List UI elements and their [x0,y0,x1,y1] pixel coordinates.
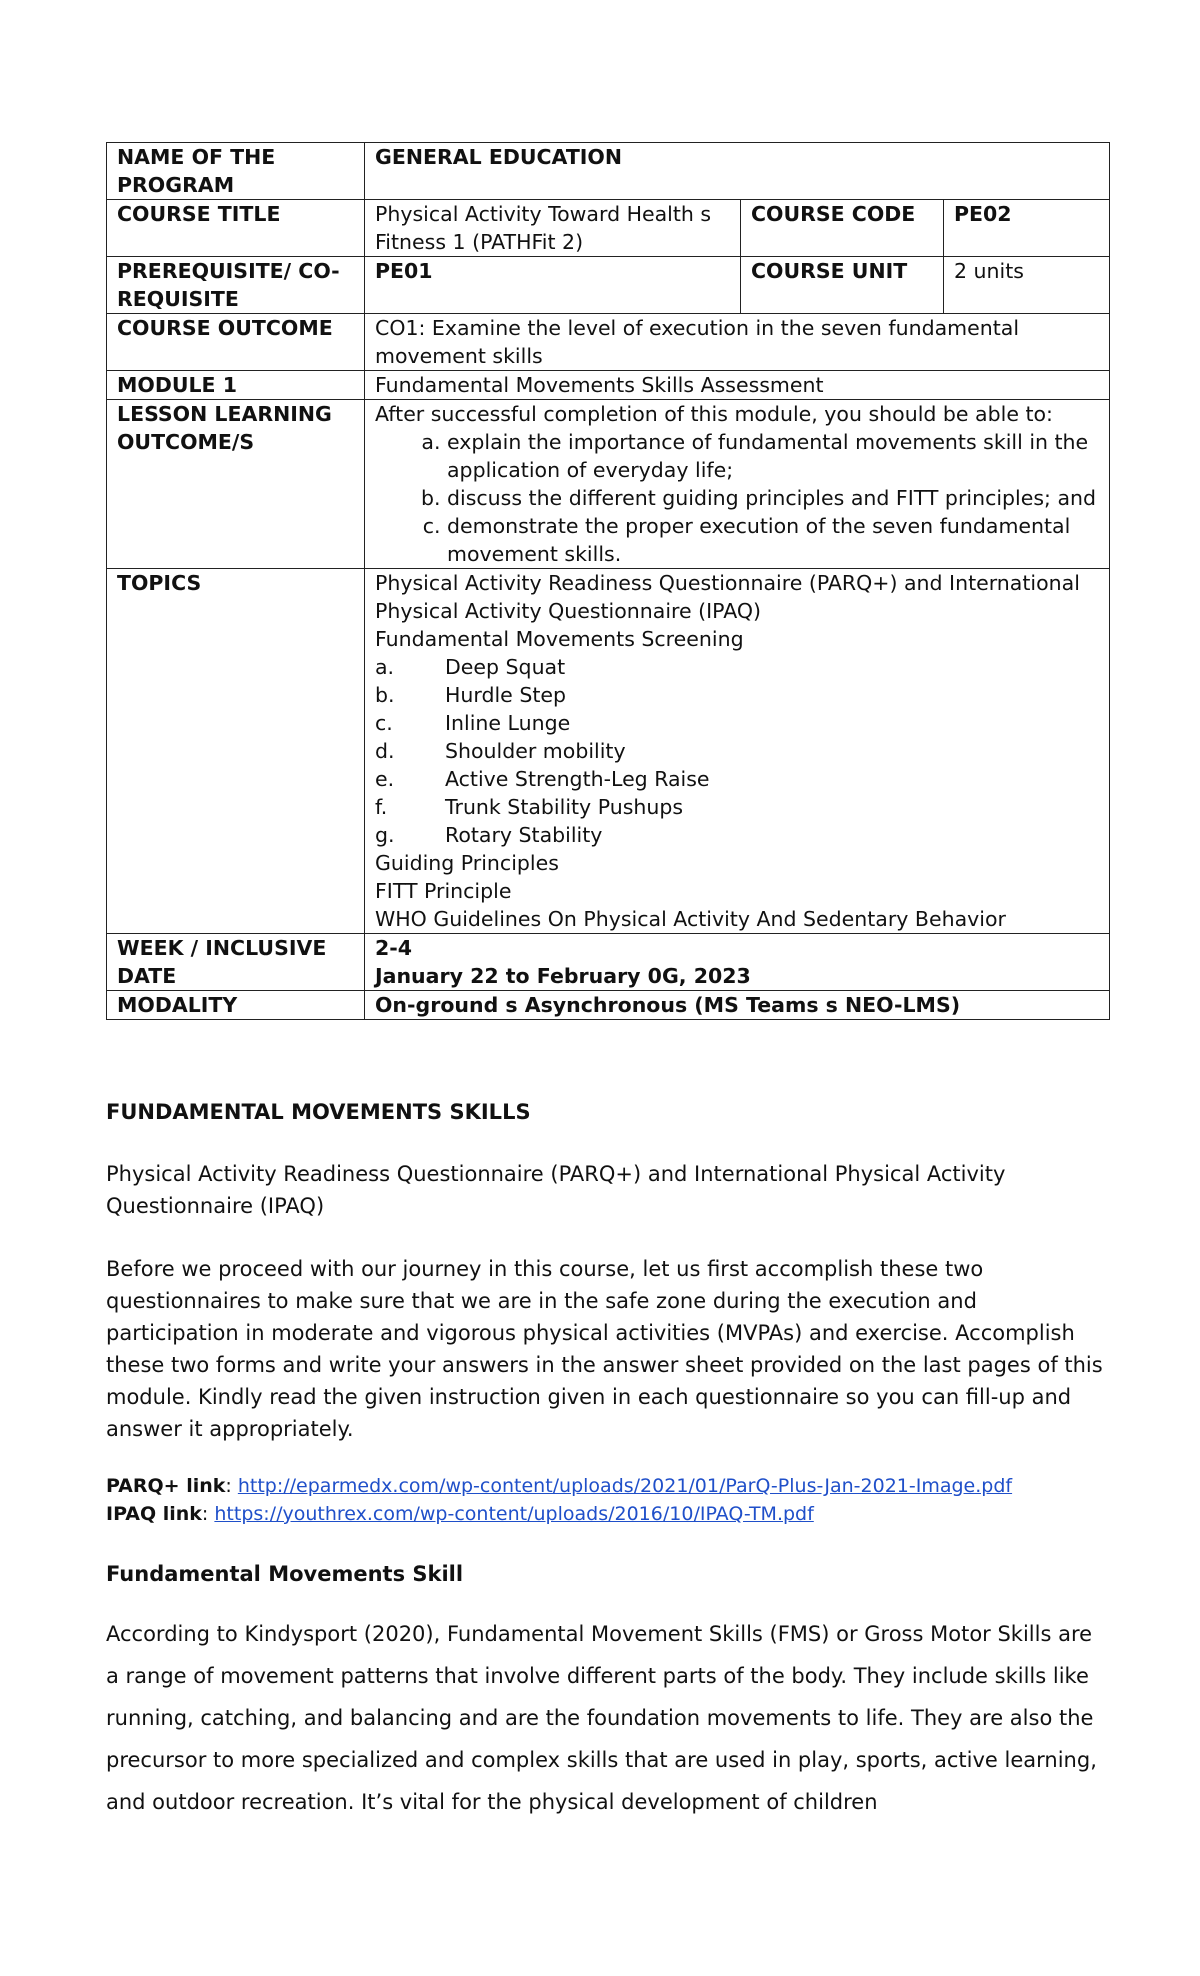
table-row [107,143,1110,200]
module-label: MODULE 1 [107,371,365,400]
ipaq-link-line: IPAQ link: https://youthrex.com/wp-content/uploads/2016/10/IPAQ-TM.pdf [106,1503,814,1525]
list-marker: a. [375,655,395,679]
topics-line: Fundamental Movements Screening [375,627,744,651]
topics-list [375,653,1099,849]
ipaq-link-label: IPAQ link [106,1503,202,1525]
llo-intro: After successful completion of this module, you should be able to: [375,402,1053,426]
table-row [107,934,1110,991]
llo-list [375,428,1099,568]
table-row [107,200,1110,257]
topics-line: WHO Guidelines On Physical Activity And Sedentary Behavior [375,907,1006,931]
parq-link[interactable]: http://eparmedx.com/wp-content/uploads/2021/01/ParQ-Plus-Jan-2021-Image.pdf [237,1475,1013,1497]
course-unit-value: 2 units [944,257,1110,314]
course-info-table [106,142,1110,1020]
section-heading: Fundamental Movements Skill [106,1562,464,1586]
list-marker: f. [375,795,388,819]
course-title-label: COURSE TITLE [107,200,365,257]
list-text: Hurdle Step [445,683,566,707]
list-item: c. demonstrate the proper execution of the seven fundamental movement skills. [447,512,1099,568]
course-code-label: COURSE CODE [741,200,944,257]
topics-line: Physical Activity Readiness Questionnaire (PARQ+) and International Physical Activity Questionnaire (IPAQ) [375,571,1080,623]
table-row [107,400,1110,569]
list-marker: b. [375,683,395,707]
paragraph: According to Kindysport (2020), Fundamental Movement Skills (FMS) or Gross Motor Skills are a range of movement patterns that involve different parts of the body. They include skills like running, catching, and balancing and are the foundation movements to life. They are also the precursor to more specialized and complex skills that are used in play, sports, active learning, and outdoor recreation. It’s vital for the physical development of children [106,1622,1097,1814]
list-text: Active Strength-Leg Raise [445,767,710,791]
table-row [107,569,1110,934]
list-marker: e. [375,767,395,791]
list-text: Shoulder mobility [445,739,626,763]
table-row [107,991,1110,1020]
list-item [375,765,1099,793]
modality-label: MODALITY [107,991,365,1020]
llo-cell [365,400,1110,569]
subheading: Physical Activity Readiness Questionnaire (PARQ+) and International Physical Activity Questionnaire (IPAQ) [106,1162,1006,1218]
prereq-value: PE01 [365,257,741,314]
course-unit-label: COURSE UNIT [741,257,944,314]
topics-cell [365,569,1110,934]
list-item [375,821,1099,849]
list-marker: c. [375,711,393,735]
list-item: a. explain the importance of fundamental movements skill in the application of everyday life; [447,428,1099,484]
list-marker: d. [375,739,395,763]
table-row [107,371,1110,400]
parq-link-label: PARQ+ link [106,1475,226,1497]
course-title-value: Physical Activity Toward Health s Fitness 1 (PATHFit 2) [365,200,741,257]
prereq-label: PREREQUISITE/ CO-REQUISITE [107,257,365,314]
llo-label: LESSON LEARNING OUTCOME/S [107,400,365,569]
topics-line: Guiding Principles [375,851,559,875]
course-code-value: PE02 [944,200,1110,257]
list-item: b. discuss the different guiding principles and FITT principles; and [447,484,1099,512]
modality-value: On-ground s Asynchronous (MS Teams s NEO-LMS) [365,991,1110,1020]
ipaq-link[interactable]: https://youthrex.com/wp-content/uploads/2016/10/IPAQ-TM.pdf [214,1503,814,1525]
list-text: Rotary Stability [445,823,603,847]
list-item [375,653,1099,681]
date-value: January 22 to February 0G, 2023 [375,964,751,988]
parq-link-line: PARQ+ link: http://eparmedx.com/wp-content/uploads/2021/01/ParQ-Plus-Jan-2021-Image.pdf [106,1475,1013,1497]
topics-label: TOPICS [107,569,365,934]
program-value: GENERAL EDUCATION [365,143,1110,200]
table-row [107,257,1110,314]
list-item [375,737,1099,765]
section-heading: FUNDAMENTAL MOVEMENTS SKILLS [106,1100,531,1124]
outcome-label: COURSE OUTCOME [107,314,365,371]
list-item [375,793,1099,821]
outcome-value: CO1: Examine the level of execution in the seven fundamental movement skills [365,314,1110,371]
list-item [375,709,1099,737]
paragraph: Before we proceed with our journey in this course, let us first accomplish these two questionnaires to make sure that we are in the safe zone during the execution and participation in moderate and vigorous physical activities (MVPAs) and exercise. Accomplish these two forms and write your answers in the answer sheet provided on the last pages of this module. Kindly read the given instruction given in each questionnaire so you can fill-up and answer it appropriately. [106,1257,1103,1441]
table-row [107,314,1110,371]
list-marker: g. [375,823,395,847]
week-label: WEEK / INCLUSIVE DATE [107,934,365,991]
topics-line: FITT Principle [375,879,512,903]
week-value: 2-4 [375,936,413,960]
list-text: Deep Squat [445,655,566,679]
list-text: Trunk Stability Pushups [445,795,684,819]
program-label: NAME OF THE PROGRAM [107,143,365,200]
module-value: Fundamental Movements Skills Assessment [365,371,1110,400]
week-cell [365,934,1110,991]
list-text: Inline Lunge [445,711,571,735]
list-item [375,681,1099,709]
